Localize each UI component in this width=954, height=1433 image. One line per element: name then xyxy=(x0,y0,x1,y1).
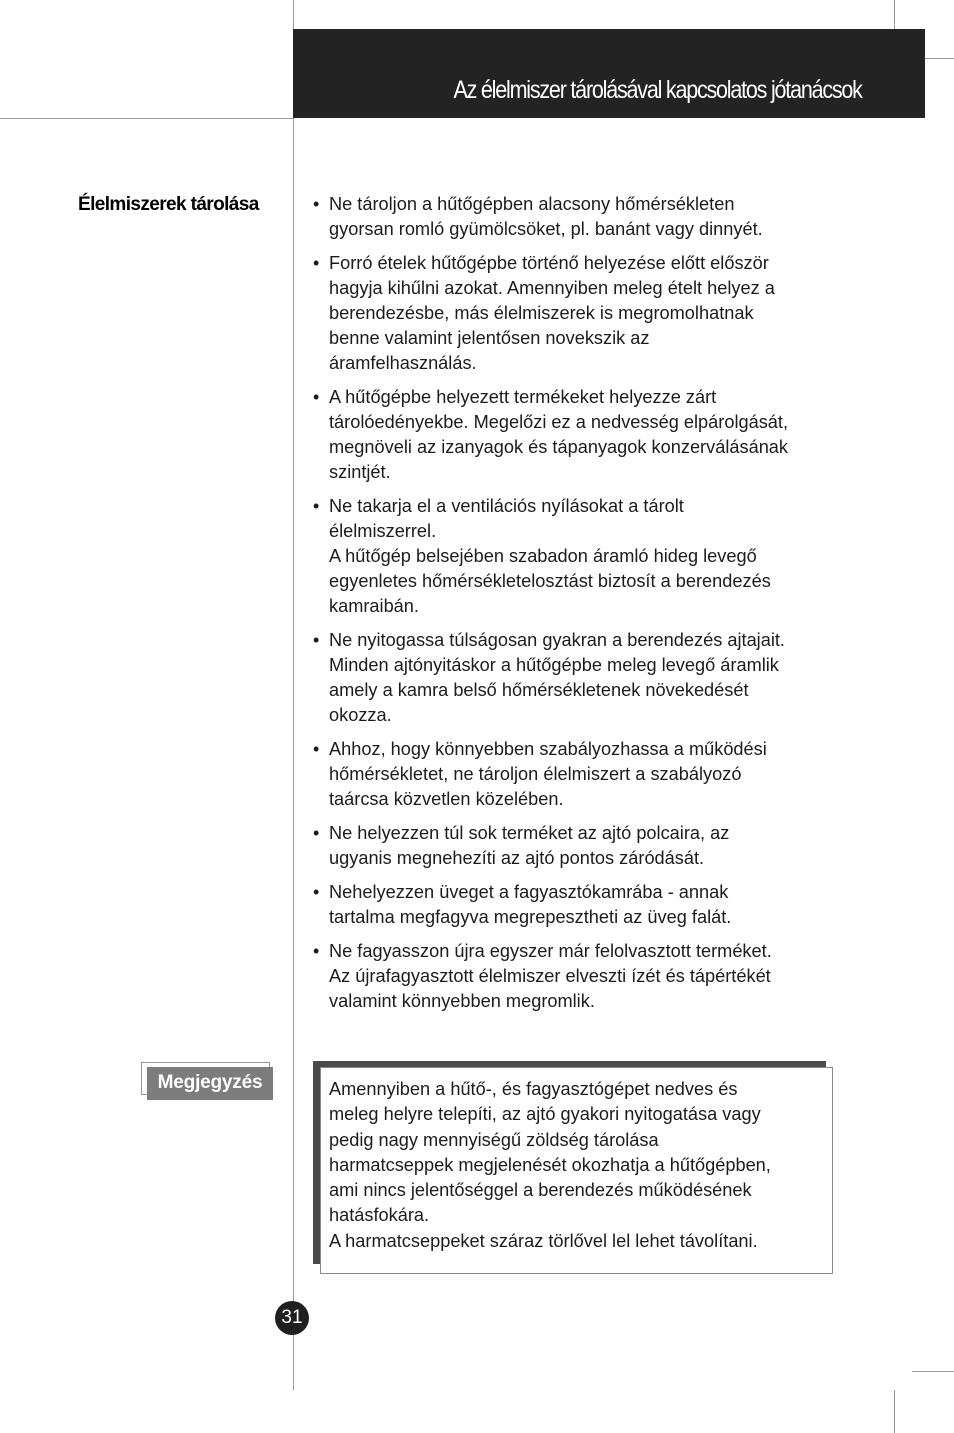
bullet-icon: • xyxy=(313,194,320,214)
bullet-icon: • xyxy=(313,823,320,843)
bullet-icon: • xyxy=(313,739,320,759)
crop-mark-bottom-right-vertical xyxy=(894,1390,895,1433)
note-line: Amennyiben a hűtő-, és fagyasztógépet nedves és xyxy=(329,1079,738,1099)
list-item-line: Ne fagyasszon újra egyszer már felolvasztott terméket. xyxy=(329,941,772,961)
note-line: hatásfokára. xyxy=(329,1205,430,1226)
list-item xyxy=(313,939,843,1014)
list-item-line: kamraibán. xyxy=(329,596,419,616)
list-item-line: hagyja kihűlni azokat. Amennyiben meleg ételt helyez a xyxy=(329,278,775,298)
list-item-line: okozza. xyxy=(329,705,392,725)
section-heading: Élelmiszerek tárolása xyxy=(78,194,259,215)
bullet-icon: • xyxy=(313,941,320,961)
tips-list xyxy=(313,192,843,1023)
list-item-line: taárcsa közvetlen közelében. xyxy=(329,789,564,809)
crop-mark-top-right-horizontal xyxy=(925,58,954,59)
list-item-line: ugyanis megnehezíti az ajtó pontos záródását. xyxy=(329,848,705,868)
list-item-line: Ne nyitogassa túlságosan gyakran a berendezés ajtajait. xyxy=(329,630,785,650)
list-item xyxy=(313,192,843,242)
list-item-line: Nehelyezzen üveget a fagyasztókamrába - annak xyxy=(329,882,729,902)
list-item-line: Ne helyezzen túl sok terméket az ajtó polcaira, az xyxy=(329,823,730,843)
list-item-line: berendezésbe, más élelmiszerek is megromolhatnak xyxy=(329,303,754,323)
list-item-line: A hűtőgép belsejében szabadon áramló hideg levegő xyxy=(329,546,757,566)
list-item-line: Ahhoz, hogy könnyebben szabályozhassa a működési xyxy=(329,739,767,759)
bullet-icon: • xyxy=(313,496,320,516)
list-item-line: hőmérsékletet, ne tároljon élelmiszert a szabályozó xyxy=(329,764,742,784)
list-item-line: megnöveli az izanyagok és tápanyagok konzerválásának xyxy=(329,437,789,457)
list-item-line: gyorsan romló gyümölcsöket, pl. banánt vagy dinnyét. xyxy=(329,219,763,239)
list-item-line: valamint könnyebben megromlik. xyxy=(329,991,595,1011)
list-item-line: amely a kamra belső hőmérsékletenek növekedését xyxy=(329,680,749,700)
list-item xyxy=(313,737,843,812)
list-item-line: benne valamint jelentősen novekszik az xyxy=(329,328,650,348)
list-item xyxy=(313,880,843,930)
list-item xyxy=(313,628,843,728)
note-label: Megjegyzés xyxy=(147,1067,273,1100)
bullet-icon: • xyxy=(313,630,320,650)
list-item-line: Forró ételek hűtőgépbe történő helyezése előtt először xyxy=(329,253,769,273)
bullet-icon: • xyxy=(313,387,320,407)
list-item-line: Az újrafagyasztott élelmiszer elveszti ízét és tápértékét xyxy=(329,966,771,986)
bullet-icon: • xyxy=(313,882,320,902)
list-item-line: Ne takarja el a ventilációs nyílásokat a tárolt xyxy=(329,496,684,516)
note-line: harmatcseppek megjelenését okozhatja a hűtőgépben, xyxy=(329,1154,771,1175)
page-title: Az élelmiszer tárolásával kapcsolatos jótanácsok xyxy=(453,76,862,104)
note-line: A harmatcseppeket száraz törlővel lel lehet távolítani. xyxy=(329,1230,758,1251)
page-rule-horizontal xyxy=(0,118,294,119)
page-rule-vertical xyxy=(293,118,294,1390)
crop-mark-top-right-vertical xyxy=(894,0,895,29)
list-item-line: Ne tároljon a hűtőgépben alacsony hőmérsékleten xyxy=(329,194,735,214)
list-item-line: egyenletes hőmérsékletelosztást biztosít a berendezés xyxy=(329,571,771,591)
note-line: ami nincs jelentőséggel a berendezés működésének xyxy=(329,1180,752,1201)
list-item xyxy=(313,494,843,619)
bullet-icon: • xyxy=(313,253,320,273)
list-item xyxy=(313,821,843,871)
crop-mark-bottom-right-horizontal xyxy=(912,1371,954,1372)
list-item-line: tárolóedényekbe. Megelőzi ez a nedvesség elpárolgását, xyxy=(329,412,789,432)
list-item-line: áramfelhasználás. xyxy=(329,353,477,373)
note-box xyxy=(320,1067,833,1274)
list-item-line: szintjét. xyxy=(329,462,391,482)
list-item-line: Minden ajtónyitáskor a hűtőgépbe meleg levegő áramlik xyxy=(329,655,779,675)
list-item xyxy=(313,251,843,376)
note-line: meleg helyre telepíti, az ajtó gyakori nyitogatása vagy xyxy=(329,1104,761,1125)
list-item-line: A hűtőgépbe helyezett termékeket helyezze zárt xyxy=(329,387,717,407)
list-item xyxy=(313,385,843,485)
note-line: pedig nagy mennyiségű zöldség tárolása xyxy=(329,1129,659,1150)
crop-mark-top-left xyxy=(293,0,294,29)
list-item-line: tartalma megfagyva megrepesztheti az üveg falát. xyxy=(329,907,732,927)
list-item-line: élelmiszerrel. xyxy=(329,521,437,541)
page-number: 31 xyxy=(275,1301,309,1335)
